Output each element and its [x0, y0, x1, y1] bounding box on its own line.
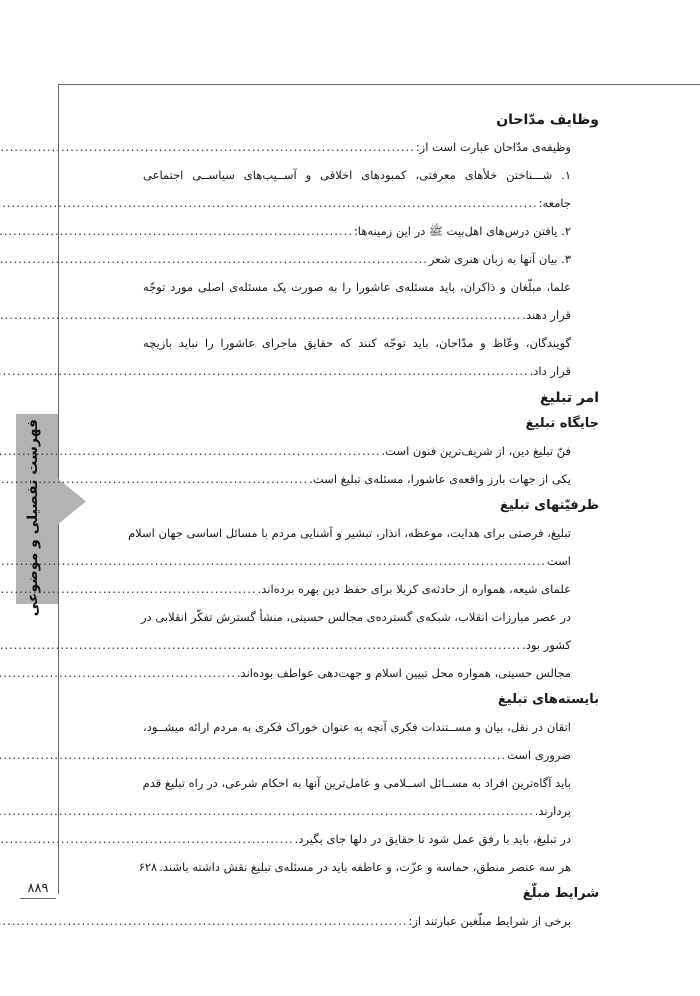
index-entry: در تبلیغ، باید با رفق عمل شود تا حقایق در دلها جای بگیرد. ..... [143, 825, 571, 853]
leader-dots [0, 797, 534, 825]
chapter-heading: امر تبلیغ [539, 390, 599, 406]
index-entry: ضروری است ..... [143, 741, 571, 769]
section-heading: وظایف مدّاحان [496, 112, 599, 128]
index-entry: ۲. یافتن درس‌های اهل‌بیت ﷺ در این زمینه‌ها: ..... [143, 217, 571, 245]
index-content [128, 107, 599, 935]
leader-dots [0, 189, 538, 217]
leader-dots [0, 357, 529, 385]
leader-dots [0, 741, 506, 769]
leader-dots [0, 301, 521, 329]
leader-dots [0, 217, 353, 245]
section-heading: جایگاه تبلیغ [525, 416, 599, 431]
side-section-title: فهرست تفصیلی و موضوعی [25, 419, 41, 617]
index-entry: علمای شیعه، همواره از حادثه‌ی کربلا برای حفظ دین بهره برده‌اند. ..... [143, 575, 571, 603]
index-entry: جامعه: ..... [143, 189, 571, 217]
index-entry: کشور بود. ..... [143, 631, 571, 659]
leader-dots [0, 825, 294, 853]
index-entry-line: تبلیغ، فرصتی برای هدایت، موعظه، انذار، تبشیر و آشنایی مردم با مسائل اساسی جهان اسلام [128, 526, 571, 540]
leader-dots [0, 575, 257, 603]
index-entry: مجالس حسینی، همواره محل تبیین اسلام و جهت‌دهی عواطف بوده‌اند. ..... [143, 659, 571, 687]
page-frame-top-rule [58, 84, 700, 85]
index-entry: وظیفه‌ی مدّاحان عبارت است از: ..... [143, 133, 571, 161]
index-entry: است ..... [143, 547, 571, 575]
leader-dots [0, 133, 415, 161]
index-entry: یکی از جهات بارز واقعه‌ی عاشورا، مسئله‌ی تبلیغ است. ..... [143, 465, 571, 493]
index-entry: قرار داد. ..... [143, 357, 571, 385]
index-entry-line: ۱. شـــناختن خلأهای معرفتی، کمبودهای اخلاقی و آســیب‌های سیاســی اجتماعی [143, 168, 571, 182]
index-entry-line: علما، مبلّغان و ذاکران، باید مسئله‌ی عاشورا را به صورت یک مسئله‌ی اصلی مورد توجّه [143, 280, 571, 294]
leader-dots [0, 437, 380, 465]
index-entry: هر سه عنصر منطق، حماسه و عزّت، و عاطفه باید در مسئله‌ی تبلیغ نقش داشته باشند. ۶۲۸ [143, 853, 571, 881]
section-heading: شرایط مبلّغ [522, 886, 599, 901]
index-entry-line: در عصر مبارزات انقلاب، شبکه‌ی گسترده‌ی مجالس حسینی، منشأ گسترش تفکّر انقلابی در [140, 610, 571, 624]
index-entry: برخی از شرایط مبلّغین عبارتند از: ..... [143, 907, 571, 935]
leader-dots [0, 907, 408, 935]
leader-dots [0, 245, 428, 273]
index-entry: فنّ تبلیغ دین، از شریف‌ترین فنون است. ..... [143, 437, 571, 465]
leader-dots [0, 659, 236, 687]
entry-page-ref: ۶۲۸ [138, 860, 158, 874]
leader-dots [0, 547, 546, 575]
index-entry-line: اتقان در نقل، بیان و مســتندات فکری آنچه به عنوان خوراک فکری به مردم ارائه میشــود، [143, 720, 571, 734]
index-entry: بردارند. ..... [143, 797, 571, 825]
index-entry-line: گویندگان، وعّاظ و مدّاحان، باید توجّه کنند که حقایق ماجرای عاشورا را نباید بازیچه [143, 336, 571, 350]
section-heading: ظرفیّتهای تبلیغ [499, 498, 599, 513]
leader-dots [0, 631, 521, 659]
section-heading: بایسته‌های تبلیغ [497, 692, 599, 707]
index-entry-line: باید آگاه‌ترین افراد به مســائل اســلامی و عامل‌ترین آنها به احکام شرعی، در راه تبلیغ قدم [142, 776, 571, 790]
leader-dots [0, 465, 308, 493]
page-number: ۸۸۹ [20, 880, 56, 899]
index-entry: قرار دهند. ..... [143, 301, 571, 329]
index-entry: ۳. بیان آنها به زبان هنری شعر ..... [143, 245, 571, 273]
